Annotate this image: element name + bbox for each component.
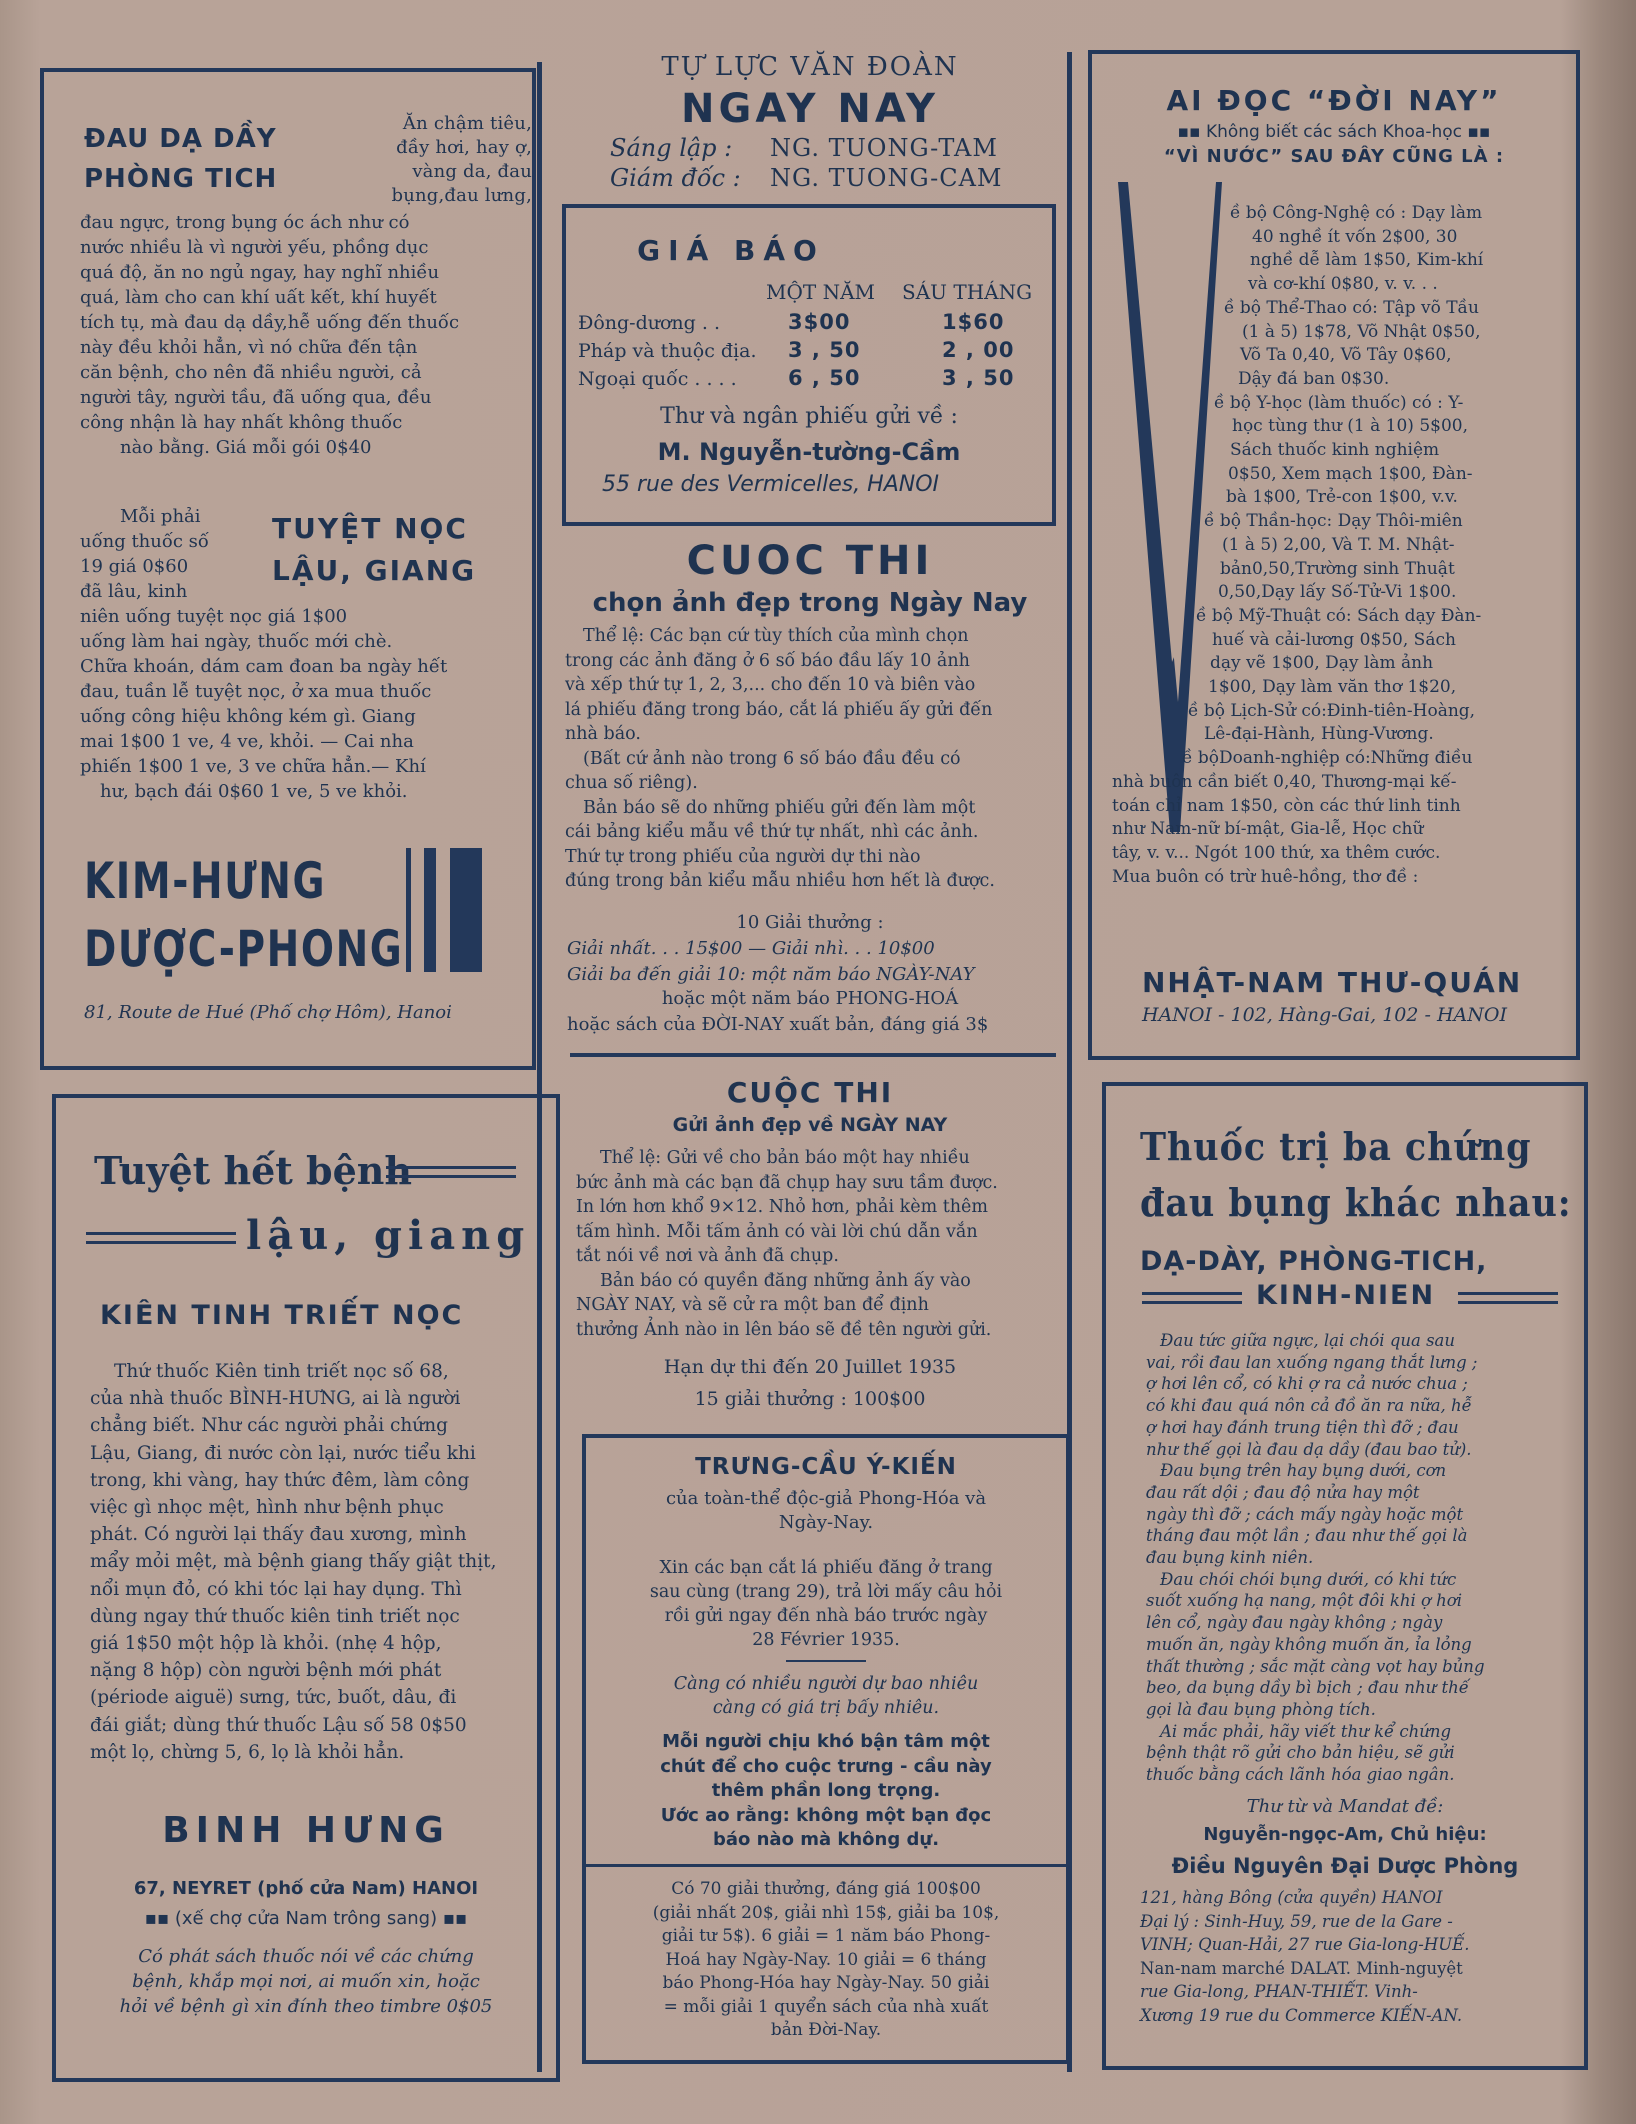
contest2-rules: Thể lệ: Gửi về cho bản báo một hay nhiều bức ảnh mà các bạn đã chụp hay sưu tầm được. In lớn hơn khổ 9×12. Nhỏ hơn, phải kèm thêm tấm hình. Mỗi tấm ảnh có vài lời chú dẫn vắn tắt nói về nơi và ảnh đã chụp. Bản báo có quyền đăng những ảnh ấy vào NGÀY NAY, và sẽ cử ra một ban để định thưởng Ảnh nào in lên báo sẽ đề tên người gửi.: [576, 1148, 998, 1340]
masthead-group: TỰ LỰC VĂN ĐOÀN: [661, 52, 959, 82]
pharmacy-agents: 121, hàng Bông (cửa quyền) HANOI Đại lý : Sinh-Huy, 59, rue de la Gare - VINH; Quan-Hải, 27 rue Gia-long-HUẾ. Nan-nam marché DALAT. Minh-nguyệt rue Gia-long, PHAN-THIẾT. Vinh- Xương 19 rue du Commerce KIẾN-AN.: [1140, 1888, 1470, 2025]
contest1-prize-head: 10 Giải thưởng :: [736, 912, 884, 933]
price-row-label: Pháp và thuộc địa.: [578, 340, 757, 362]
price-row-year: 6 , 50: [788, 366, 861, 390]
ad-body-text: Thứ thuốc Kiên tinh triết nọc số 68, của nhà thuốc BÌNH-HƯNG, ai là người chẳng biết. Như các người phải chứng Lậu, Giang, đi nước còn lại, nước tiểu khi trong, khi vàng, hay thức đêm, làm công việc gì nhọc mệt, hình như bệnh phục phát. Có người lại thấy đau xương, mình mẩy mỏi mệt, mà bệnh giang thấy giật thịt, nổi mụn đỏ, có khi tóc lại hay dụng. Thì dùng ngay thứ thuốc kiên tinh triết nọc giá 1$50 một hộp là khỏi. (nhẹ 4 hộp, nặng 8 hộp) còn người bệnh mới phát (période aiguë) sưng, tức, buốt, dâu, đi đái giắt; dùng thứ thuốc Lậu số 58 0$50 một lọ, chừng 5, 6, lọ là khỏi hẳn.: [90, 1361, 497, 1763]
survey-sub-1: của toàn-thể độc-giả Phong-Hóa và: [665, 1488, 987, 1509]
survey-italic-2: càng có giá trị bấy nhiêu.: [712, 1698, 940, 1718]
ad-headline-1: Tuyệt hết bệnh: [94, 1148, 413, 1193]
survey-italic-1: Càng có nhiều người dự bao nhiêu: [673, 1674, 979, 1694]
pharmacy-owner: Nguyễn-ngọc-Am, Chủ hiệu:: [1203, 1824, 1487, 1845]
bookshop-brand: NHẬT-NAM THƯ-QUÁN: [1142, 966, 1523, 999]
pharmacy-mail-label: Thư từ và Mandat đề:: [1246, 1796, 1444, 1817]
survey-title: TRƯNG-CẦU Ý-KIẾN: [695, 1454, 957, 1480]
ad-title-stomach: ĐAU DẠ DẦY: [84, 124, 277, 154]
contest1-rules: Thể lệ: Các bạn cứ tùy thích của mình chọn trong các ảnh đăng ở 6 số báo đầu lấy 10 ảnh và xếp thứ tự 1, 2, 3,... cho đến 10 và biên vào lá phiếu đăng trong báo, cắt lá phiếu ấy gửi đến nhà báo. (Bất cứ ảnh nào trong 6 số báo đầu đều có chua số riêng). Bản báo sẽ do những phiếu gửi đến làm một cái bảng kiểu mẫu về thứ tự nhất, nhì các ảnh. Thứ tự trong phiếu của người dự thi nào đúng trong bản kiểu mẫu nhiều hơn hết là được.: [565, 626, 995, 891]
contest-photo-selection: [555, 532, 1065, 1042]
subscription-prices: [562, 204, 1056, 526]
pharmacy-headline-2: đau bụng khác nhau:: [1140, 1180, 1572, 1225]
ad-side-text-2: Mỗi phải uống thuốc số 19 giá 0$60 đã lâu, kinh: [80, 506, 209, 602]
survey-rule: [786, 1660, 866, 1662]
pharmacy-sub-1: DẠ-DÀY, PHÒNG-TICH,: [1140, 1246, 1488, 1277]
price-row-label: Đông-dương . .: [578, 312, 720, 334]
ad-title-cure: TUYỆT NỌC: [272, 512, 468, 545]
ad-note: Có phát sách thuốc nói về các chứng bệnh, khắp mọi nơi, ai muốn xin, hoặc hỏi về bệnh gì xin đính theo timbre 0$05: [119, 1946, 493, 2017]
sub-rule-left: [1142, 1292, 1242, 1304]
bookshop-headline: AI ĐỌC “ĐỜI NAY”: [1166, 84, 1502, 117]
kim-hung-ad: [40, 68, 536, 1070]
prices-col-year: MỘT NĂM: [766, 280, 875, 304]
pharmacy-headline-1: Thuốc trị ba chứng: [1140, 1124, 1532, 1169]
contest2-prizes: 15 giải thưởng : 100$00: [694, 1388, 926, 1410]
bookshop-sub-1: ▪▪ Không biết các sách Khoa-học ▪▪: [1177, 122, 1491, 142]
sub-rule-right: [1458, 1292, 1558, 1304]
ad-address-1: 67, NEYRET (phố cửa Nam) HANOI: [133, 1878, 479, 1899]
masthead-founder-label: Sáng lập :: [610, 134, 733, 162]
nhat-nam-bookshop-ad: [1088, 50, 1580, 1060]
prices-send-label: Thư và ngân phiếu gửi về :: [660, 404, 958, 429]
ad-address-2: ▪▪ (xế chợ cửa Nam trông sang) ▪▪: [144, 1908, 468, 1929]
contest1-prize-line-3: hoặc một năm báo PHONG-HOÁ: [661, 988, 959, 1009]
ad-title-indigestion: PHÒNG TICH: [84, 164, 278, 194]
bookshop-address: HANOI - 102, Hàng-Gai, 102 - HANOI: [1142, 1004, 1507, 1026]
survey-prizes: Có 70 giải thưởng, đáng giá 100$00 (giải nhất 20$, giải nhì 15$, giải ba 10$, giải tư 5$). 6 giải = 1 năm báo Phong- Hoá hay Ngày-Nay. 10 giải = 6 tháng báo Phong-Hóa hay Ngày-Nay. 50 giải = mỗi giải 1 quyển sách của nhà xuất bản Đời-Nay.: [652, 1879, 1000, 2040]
survey-rule: [586, 1864, 1066, 1867]
masthead-paper-name: NGAY NAY: [681, 86, 939, 132]
ad-headline-2: lậu, giang: [246, 1212, 531, 1259]
price-row-half: 1$60: [942, 310, 1005, 334]
price-row-year: 3 , 50: [788, 338, 861, 362]
contest-photo-submission: [560, 1066, 1060, 1426]
headline-rule-2: [86, 1232, 236, 1244]
binh-hung-ad: [52, 1094, 560, 2082]
section-divider: [570, 1053, 1056, 1057]
prices-recipient: M. Nguyễn-tường-Cầm: [657, 438, 961, 466]
survey-sub-2: Ngày-Nay.: [778, 1512, 874, 1533]
price-row-half: 2 , 00: [942, 338, 1015, 362]
reader-survey: [582, 1434, 1070, 2064]
ad-body-text: đau ngực, trong bụng óc ách như có nước nhiều là vì người yếu, phồng dục quá độ, ăn no ngủ ngay, hay nghĩ nhiều quá, làm cho can khí uất kết, khí huyết tích tụ, mà đau dạ dầy,hễ uống đến thuốc này đều khỏi hẳn, vì nó chữa đến tận căn bệnh, cho nên đã nhiều người, cả người tây, người tầu, đã uống qua, đều công nhận là hay nhất không thuốc nào bằng. Giá mỗi gói 0$40: [80, 212, 460, 458]
ad-side-text: Ăn chậm tiêu, đầy hơi, hay ợ, vàng da, đau bụng,đau lưng,: [391, 113, 532, 206]
contest2-deadline: Hạn dự thi đến 20 Juillet 1935: [663, 1356, 957, 1378]
prices-title: GIÁ BÁO: [637, 234, 825, 267]
contest1-prize-line-1: Giải nhất. . . 15$00 — Giải nhì. . . 10$00: [567, 938, 935, 959]
contest1-prize-line-4: hoặc sách của ĐỜI-NAY xuất bản, đáng giá 3$: [567, 1014, 989, 1035]
contest1-subtitle: chọn ảnh đẹp trong Ngày Nay: [592, 588, 1028, 618]
contest2-title: CUỘC THI: [726, 1076, 894, 1109]
masthead-director: NG. TUONG-CAM: [770, 164, 1003, 192]
brand-kim-hung: KIM-HƯNG: [84, 852, 327, 910]
pharmacy-name: Điều Nguyên Đại Dược Phòng: [1171, 1854, 1519, 1878]
survey-appeal: Mỗi người chịu khó bận tâm một chút để cho cuộc trưng - cầu này thêm phần long trọng. Ước ao rằng: không một bạn đọc báo nào mà không dự.: [660, 1731, 992, 1850]
pharmacy-sub-2: KINH-NIEN: [1256, 1280, 1436, 1311]
ad-title-gonorrhea: LẬU, GIANG: [272, 554, 477, 587]
ad-body-text-2: niên uống tuyệt nọc giá 1$00 uống làm hai ngày, thuốc mới chè. Chữa khoán, dám cam đoan ba ngày hết đau, tuần lễ tuyệt nọc, ở xa mua thuốc uống công hiệu không kém gì. Giang mai 1$00 1 ve, 4 ve, khỏi. — Cai nha phiến 1$00 1 ve, 3 ve chữa hẳn.— Khí hư, bạch đái 0$60 1 ve, 5 ve khỏi.: [80, 606, 448, 802]
brand-binh-hung: BINH HƯNG: [162, 1810, 450, 1851]
price-row-half: 3 , 50: [942, 366, 1015, 390]
brand-bars-logo: [406, 848, 496, 972]
ad-address: 81, Route de Hué (Phố chợ Hôm), Hanoi: [84, 1002, 452, 1023]
contest2-subtitle: Gửi ảnh đẹp về NGÀY NAY: [672, 1114, 948, 1136]
masthead-director-label: Giám đốc :: [610, 164, 741, 192]
dieu-nguyen-pharmacy-ad: [1102, 1082, 1588, 2070]
price-row-year: 3$00: [788, 310, 851, 334]
brand-duoc-phong: DƯỢC-PHONG: [84, 920, 404, 978]
price-row-label: Ngoại quốc . . . .: [578, 368, 737, 390]
contest1-prize-line-2: Giải ba đến giải 10: một năm báo NGÀY-NAY: [567, 964, 975, 985]
contest1-title: CUOC THI: [686, 538, 934, 584]
headline-rule-1: [386, 1166, 516, 1178]
bookshop-catalog: ề bộ Công-Nghệ có : Dạy làm 40 nghề ít vốn 2$00, 30 nghề dễ làm 1$50, Kim-khí và cơ-khí 0$80, v. v. . . ề bộ Thể-Thao có: Tập võ Tầu (1 à 5) 1$78, Võ Nhật 0$50, Võ Ta 0,40, Võ Tây 0$60, Dậy đá ban 0$30. ề bộ Y-học (làm thuốc) có : Y- học tùng thư (1 à 10) 5$00, Sách thuốc kinh nghiệm 0$50, Xem mạch 1$00, Đàn- bà 1$00, Trẻ-con 1$00, v.v. ề bộ Thần-học: Dạy Thôi-miên (1 à 5) 2,00, Và T. M. Nhật- bản0,50,Trường sinh Thuật 0,50,Dạy lấy Số-Tử-Vi 1$00. ề bộ Mỹ-Thuật có: Sách dạy Đàn- huế và cải-lương 0$50, Sách dạy vẽ 1$00, Dạy làm ảnh 1$00, Dạy làm văn thơ 1$20, ề bộ Lịch-Sử có:Đinh-tiên-Hoàng, Lê-đại-Hành, Hùng-Vương. ề bộDoanh-nghiệp có:Những điều nhà buôn cần biết 0,40, Thương-mại kế- toán chỉ nam 1$50, còn các thứ linh tinh như Nam-nữ bí-mật, Gia-lễ, Học chữ tây, v. v... Ngót 100 thứ, xa thêm cước. Mua buôn có trừ huê-hồng, thơ đề :: [1112, 203, 1484, 887]
masthead-founder: NG. TUONG-TAM: [770, 134, 998, 162]
pharmacy-symptoms: Đau tức giữa ngực, lại chói qua sau vai, rồi đau lan xuống ngang thắt lưng ; ợ hơi lên cổ, có khi ợ ra cả nước chua ; có khi đau quá nôn cả đồ ăn ra nữa, hễ ợ hơi hay đánh trung tiện thì đỡ ; đau như thế gọi là đau dạ dầy (đau bao tử). Đau bụng trên hay bụng dưới, cơn đau rất dội ; đau độ nửa hay một ngày thì đỡ ; cách mấy ngày hoặc một tháng đau một lần ; đau như thế gọi là đau bụng kinh niên. Đau chói chói bụng dưới, có khi tức suốt xuống hạ nang, một đôi khi ợ hơi lên cổ, ngày đau ngày không ; ngày muốn ăn, ngày không muốn ăn, ỉa lỏng thất thường ; sắc mặt càng vọt hay bủng beo, da bụng dầy bì bịch ; đau như thế gọi là đau bụng phòng tích. Ai mắc phải, hãy viết thư kể chứng bệnh thật rõ gửi cho bản hiệu, sẽ gửi thuốc bằng cách lãnh hóa giao ngân.: [1146, 1331, 1485, 1785]
survey-instructions: Xin các bạn cắt lá phiếu đăng ở trang sau cùng (trang 29), trả lời mấy câu hỏi rồi gửi ngay đến nhà báo trước ngày 28 Février 1935.: [649, 1558, 1003, 1650]
prices-address: 55 rue des Vermicelles, HANOI: [602, 472, 940, 497]
ad-subtitle: KIÊN TINH TRIẾT NỌC: [100, 1300, 464, 1331]
prices-col-six-months: SÁU THÁNG: [902, 280, 1033, 304]
bookshop-sub-2: “VÌ NƯỚC” SAU ĐÂY CŨNG LÀ :: [1163, 146, 1505, 167]
